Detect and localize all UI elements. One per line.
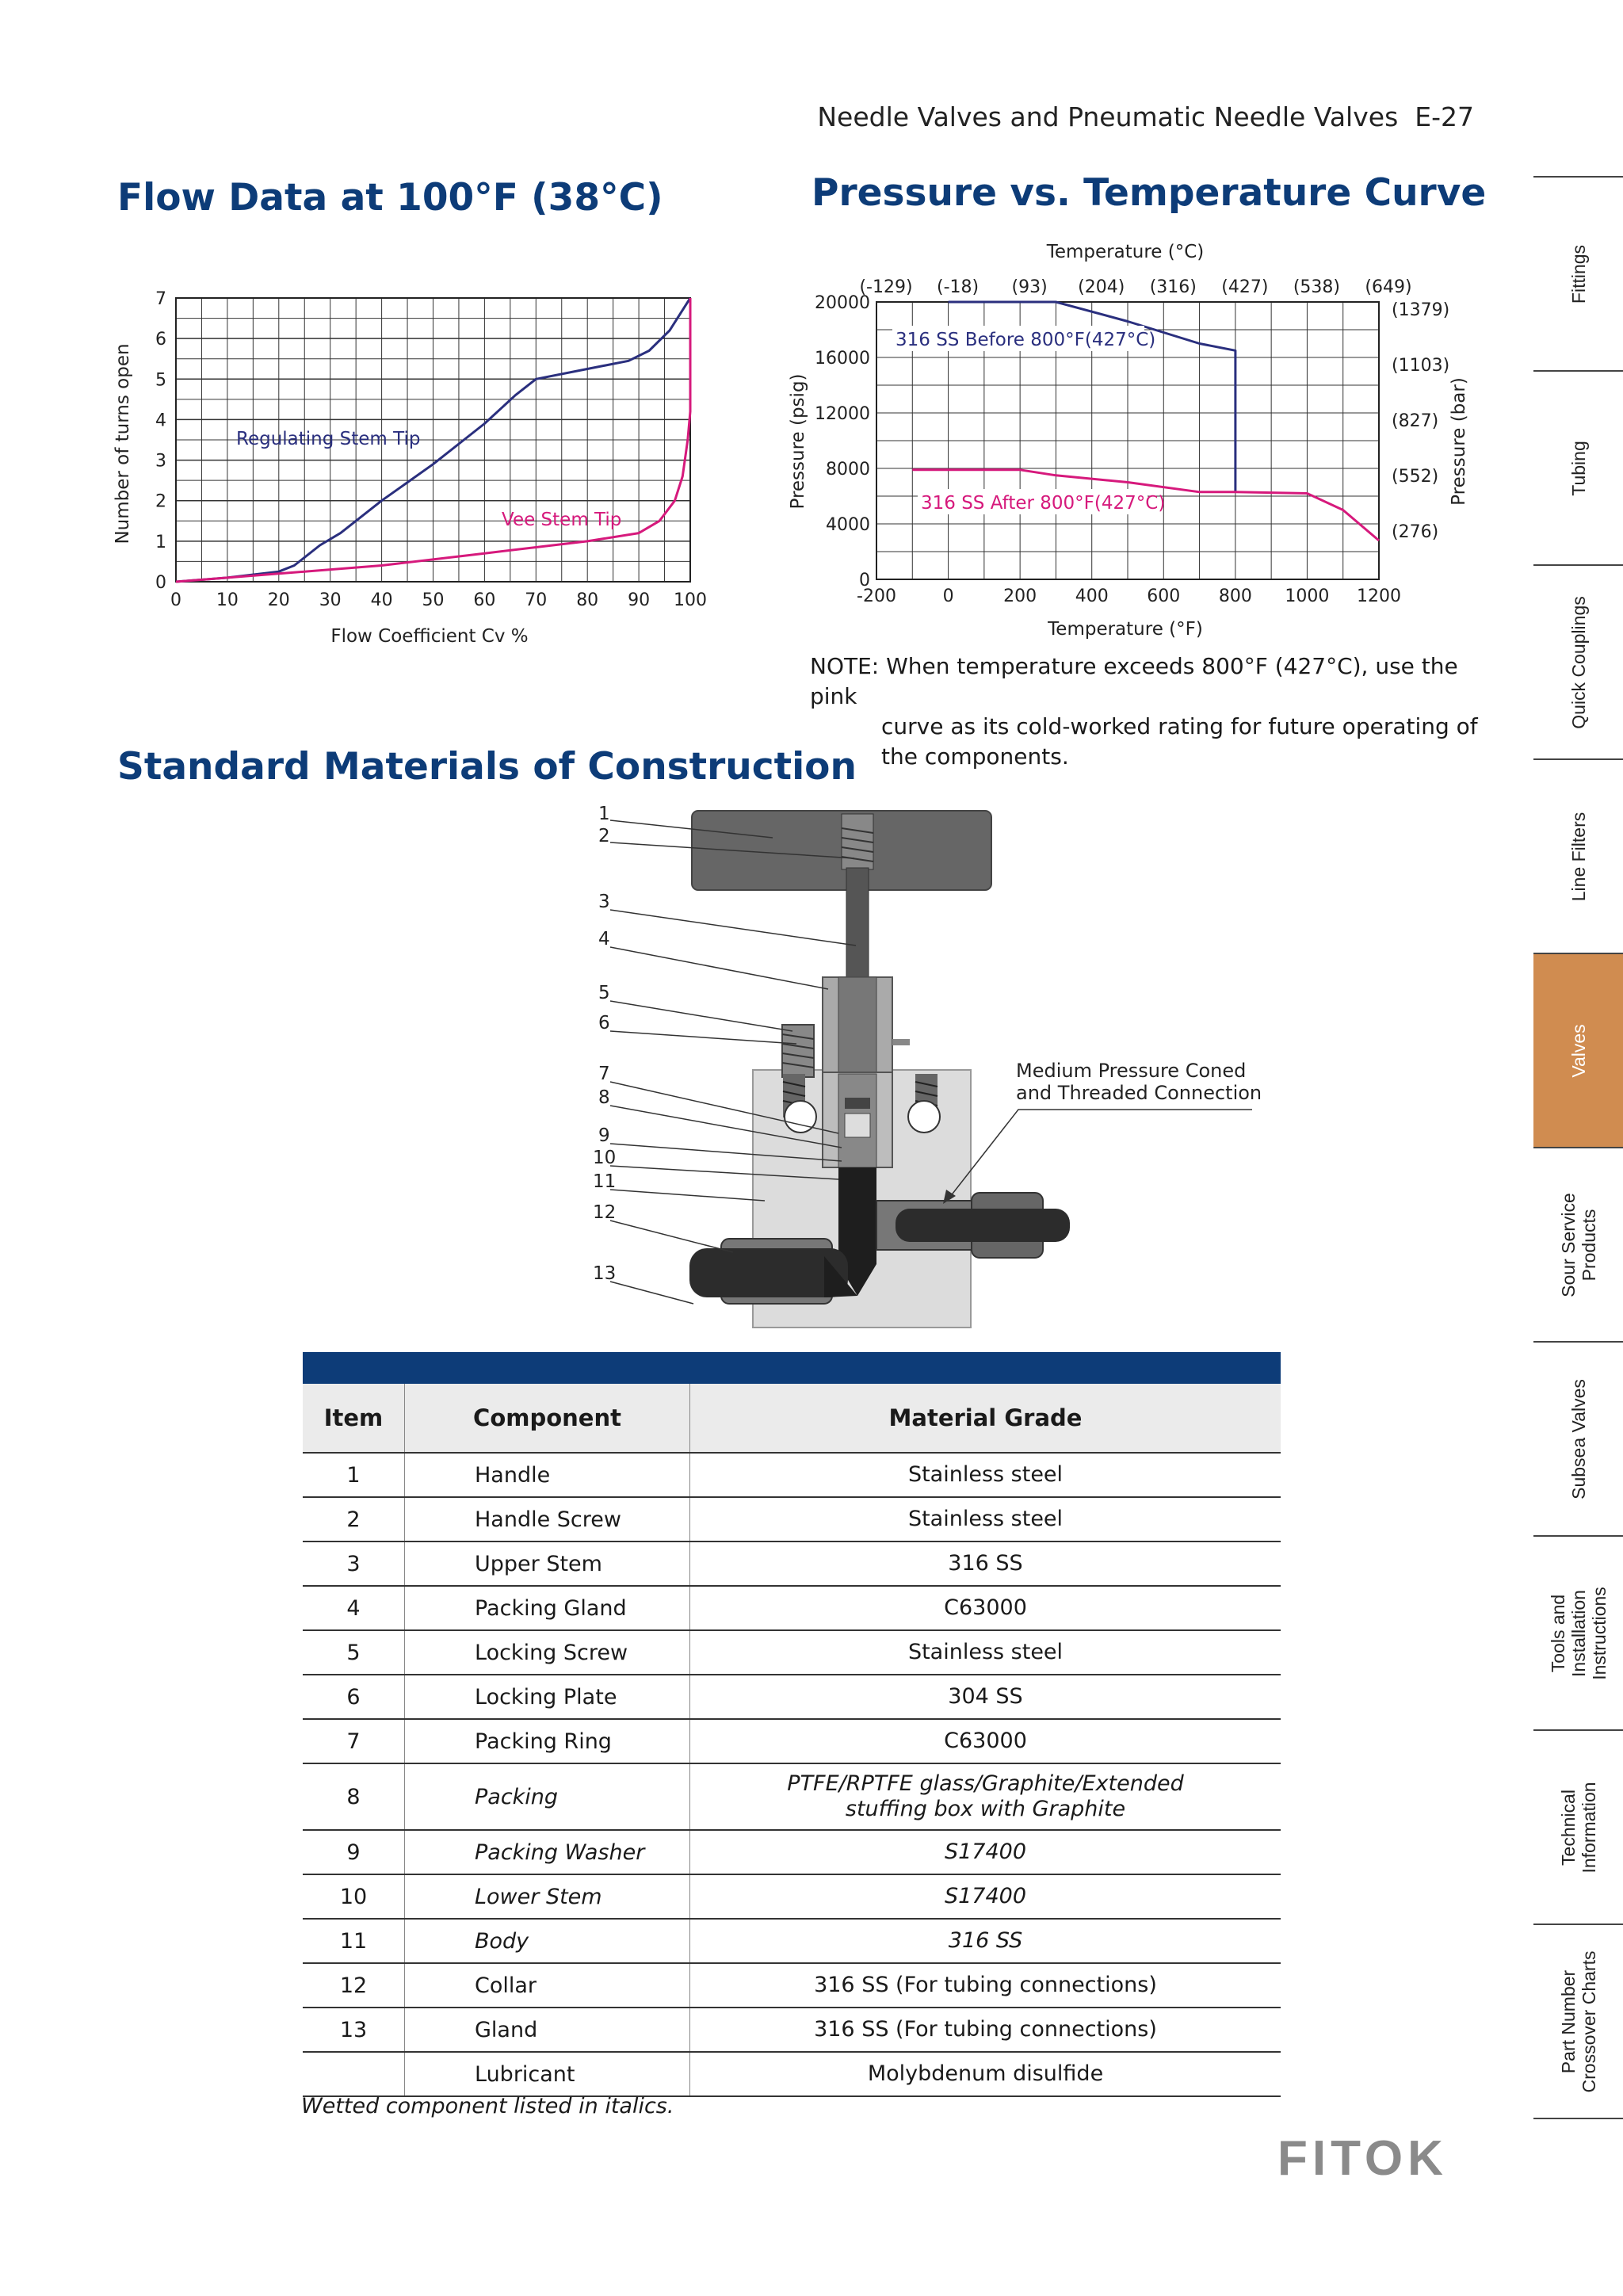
before-800-label: 316 SS Before 800°F(427°C)	[896, 330, 1156, 350]
table-row	[303, 1831, 1281, 1875]
row-material: C63000	[689, 1720, 1281, 1763]
header-item: Item	[323, 1404, 384, 1431]
header-material-grade: Material Grade	[689, 1384, 1281, 1452]
pt-x2-tick: (427)	[1221, 277, 1269, 297]
temperature-note	[810, 651, 1491, 772]
pt-y-tick: 0	[859, 571, 870, 590]
pt-x-tick: 1000	[1285, 586, 1330, 606]
row-item: 3	[346, 1551, 361, 1576]
row-component: Gland	[404, 2008, 689, 2051]
flow-x-tick: 50	[422, 590, 445, 610]
flow-x-tick: 70	[525, 590, 548, 610]
pt-y2-tick: (552)	[1392, 466, 1439, 487]
pressure-temperature-chart	[785, 234, 1482, 654]
callout-11: 11	[593, 1171, 617, 1192]
side-tab-tools-and[interactable]	[1533, 1537, 1623, 1731]
table-row	[303, 1454, 1281, 1498]
flow-x-tick: 30	[319, 590, 342, 610]
row-material: S17400	[689, 1831, 1281, 1874]
row-material: Stainless steel	[689, 1498, 1281, 1541]
side-tab-label: Tubing	[1568, 440, 1589, 496]
row-material: 316 SS	[689, 1542, 1281, 1585]
page-header	[792, 101, 1474, 132]
callout-8: 8	[598, 1087, 610, 1108]
fitok-logo: FITOK	[1277, 2131, 1448, 2186]
pt-y2-tick: (1379)	[1392, 300, 1450, 320]
pt-y2-tick: (276)	[1392, 521, 1439, 542]
table-row	[303, 1498, 1281, 1542]
table-header-row	[303, 1384, 1281, 1454]
table-header-band	[303, 1352, 1281, 1384]
row-item: 9	[346, 1839, 361, 1865]
side-tab-line-filters[interactable]	[1533, 760, 1623, 954]
flow-y-tick: 7	[155, 289, 166, 309]
row-material: 316 SS (For tubing connections)	[689, 1964, 1281, 2007]
row-component: Locking Screw	[404, 1631, 689, 1674]
row-material: C63000	[689, 1587, 1281, 1629]
connection-label-line-2: and Threaded Connection	[1016, 1082, 1262, 1104]
row-component: Packing	[404, 1764, 689, 1829]
table-row	[303, 2008, 1281, 2053]
row-component: Lubricant	[404, 2053, 689, 2095]
note-prefix: NOTE:	[810, 653, 880, 679]
row-material: 316 SS (For tubing connections)	[689, 2008, 1281, 2051]
pt-x-tick: 200	[1003, 586, 1037, 606]
table-row	[303, 1964, 1281, 2008]
valve-cross-section-diagram	[586, 797, 1268, 1343]
row-material: S17400	[689, 1875, 1281, 1918]
flow-x-tick: 60	[473, 590, 496, 610]
flow-x-axis-label: Flow Coefficient Cv %	[330, 626, 529, 647]
pt-x2-tick: (204)	[1078, 277, 1125, 297]
callout-4: 4	[598, 929, 610, 949]
row-component: Packing Gland	[404, 1587, 689, 1629]
pt-curve-title: Pressure vs. Temperature Curve	[812, 171, 1487, 215]
row-item: 5	[346, 1640, 361, 1665]
row-material: PTFE/RPTFE glass/Graphite/Extended stuffing box with Graphite	[689, 1764, 1281, 1829]
flow-x-tick: 40	[370, 590, 393, 610]
flow-y-tick: 6	[155, 330, 166, 350]
callout-10: 10	[593, 1148, 617, 1168]
callout-13: 13	[593, 1263, 617, 1284]
table-row	[303, 1631, 1281, 1675]
pt-x-tick: 600	[1147, 586, 1181, 606]
pt-x2-tick: (-18)	[937, 277, 980, 297]
header-title: Needle Valves and Pneumatic Needle Valves	[817, 101, 1399, 132]
table-row	[303, 1542, 1281, 1587]
pt-x2-tick: (649)	[1365, 277, 1412, 297]
note-line-1: When temperature exceeds 800°F (427°C), use the pink	[810, 653, 1458, 709]
pt-x2-tick: (538)	[1293, 277, 1341, 297]
flow-x-tick: 80	[576, 590, 599, 610]
pt-y2-tick: (827)	[1392, 411, 1439, 431]
callout-1: 1	[598, 804, 610, 824]
row-item: 7	[346, 1729, 361, 1754]
callout-3: 3	[598, 892, 610, 912]
side-tab-label: Part Number Crossover Charts	[1557, 1950, 1599, 2092]
regulating-stem-label: Regulating Stem Tip	[236, 429, 421, 449]
flow-x-tick: 90	[628, 590, 651, 610]
pt-y-tick: 20000	[815, 293, 870, 313]
pt-y-axis-label: Pressure (psig)	[788, 373, 808, 510]
side-tab-label: Sour Service Products	[1557, 1192, 1599, 1297]
row-component: Handle	[404, 1454, 689, 1496]
callout-5: 5	[598, 983, 610, 1003]
table-row	[303, 1587, 1281, 1631]
row-component: Body	[404, 1920, 689, 1962]
after-800-label: 316 SS After 800°F(427°C)	[921, 493, 1166, 514]
side-tab-label: Quick Couplings	[1568, 595, 1589, 729]
pt-y-tick: 16000	[815, 349, 870, 369]
side-tab-label: Line Filters	[1568, 812, 1589, 901]
side-tab-quick-couplings[interactable]	[1533, 566, 1623, 760]
side-tab-tubing[interactable]	[1533, 372, 1623, 566]
flow-y-tick: 5	[155, 370, 166, 391]
flow-y-axis-label: Number of turns open	[113, 343, 133, 544]
row-component: Handle Screw	[404, 1498, 689, 1541]
pt-x2-tick: (93)	[1011, 277, 1048, 297]
side-tab-label: Fittings	[1568, 244, 1589, 304]
pt-y-tick: 8000	[826, 460, 870, 479]
row-material: 316 SS	[689, 1920, 1281, 1962]
row-item: 4	[346, 1595, 361, 1621]
row-component: Packing Ring	[404, 1720, 689, 1763]
pt-x-tick: 800	[1218, 586, 1252, 606]
note-line-2: curve as its cold-worked rating for future operating of	[881, 713, 1478, 739]
row-item: 6	[346, 1684, 361, 1710]
row-component: Lower Stem	[404, 1875, 689, 1918]
side-tab-technical[interactable]	[1533, 1731, 1623, 1925]
row-material: Molybdenum disulfide	[689, 2053, 1281, 2095]
callout-9: 9	[598, 1125, 610, 1146]
header-component: Component	[404, 1384, 689, 1452]
flow-y-tick: 3	[155, 451, 166, 472]
row-material: Stainless steel	[689, 1454, 1281, 1496]
table-row	[303, 2053, 1281, 2097]
row-item: 2	[346, 1507, 361, 1532]
pt-x-axis-label: Temperature (°F)	[1048, 619, 1203, 640]
lower-stem	[838, 1167, 876, 1264]
pt-y2-axis-label: Pressure (bar)	[1449, 377, 1469, 506]
flow-x-tick: 20	[267, 590, 290, 610]
side-tab-sour-service[interactable]	[1533, 1148, 1623, 1343]
pt-y-tick: 4000	[826, 515, 870, 535]
row-item: 13	[339, 2017, 368, 2042]
row-component: Locking Plate	[404, 1675, 689, 1718]
flow-y-tick: 1	[155, 532, 166, 552]
callout-12: 12	[593, 1202, 617, 1223]
note-line-3: the components.	[881, 743, 1069, 770]
flow-y-tick: 2	[155, 491, 166, 512]
flow-x-tick: 10	[216, 590, 239, 610]
side-tab-subsea-valves[interactable]	[1533, 1343, 1623, 1537]
flow-data-chart	[103, 277, 737, 658]
materials-title: Standard Materials of Construction	[117, 745, 857, 789]
side-tab-valves[interactable]	[1533, 954, 1623, 1148]
pt-x-tick: -200	[857, 586, 896, 606]
table-row	[303, 1920, 1281, 1964]
row-component: Packing Washer	[404, 1831, 689, 1874]
pt-x-tick: 1200	[1357, 586, 1401, 606]
row-component: Upper Stem	[404, 1542, 689, 1585]
wetted-footnote: Wetted component listed in italics.	[301, 2094, 674, 2118]
table-row	[303, 1875, 1281, 1920]
callout-2: 2	[598, 826, 610, 846]
side-tab-fittings[interactable]	[1533, 178, 1623, 372]
side-tab-label: Tools and Installation Instructions	[1547, 1586, 1610, 1680]
table-row	[303, 1720, 1281, 1764]
table-body	[303, 1454, 1281, 2097]
row-component: Collar	[404, 1964, 689, 2007]
flow-y-tick: 4	[155, 411, 166, 431]
pt-x-tick: 0	[942, 586, 954, 606]
row-material: 304 SS	[689, 1675, 1281, 1718]
pt-x2-tick: (316)	[1149, 277, 1197, 297]
pt-x2-axis-label: Temperature (°C)	[1046, 242, 1205, 262]
pt-y-tick: 12000	[815, 404, 870, 424]
side-tab-part-number[interactable]	[1533, 1925, 1623, 2119]
row-item: 8	[346, 1784, 361, 1809]
table-row	[303, 1675, 1281, 1720]
table-row	[303, 1764, 1281, 1831]
pt-x-tick: 400	[1075, 586, 1109, 606]
side-tab-label: Subsea Valves	[1568, 1378, 1589, 1499]
side-navigation-tabs	[1533, 176, 1623, 2119]
connection-label-line-1: Medium Pressure Coned	[1016, 1060, 1247, 1082]
row-item: 12	[339, 1973, 368, 1998]
row-item: 11	[339, 1928, 368, 1954]
page-number: E-27	[1415, 101, 1474, 132]
flow-x-tick: 100	[674, 590, 707, 610]
callout-6: 6	[598, 1013, 610, 1033]
vee-stem-label: Vee Stem Tip	[502, 510, 622, 530]
flow-data-title: Flow Data at 100°F (38°C)	[117, 176, 663, 220]
row-item: 1	[346, 1462, 361, 1488]
side-tab-label: Technical Information	[1557, 1781, 1599, 1874]
side-tab-label: Valves	[1568, 1023, 1589, 1078]
row-item: 10	[339, 1884, 368, 1909]
pt-y2-tick: (1103)	[1392, 355, 1450, 376]
materials-table	[303, 1352, 1281, 2097]
flow-y-tick: 0	[155, 573, 166, 593]
callout-7: 7	[598, 1064, 610, 1084]
flow-x-tick: 0	[170, 590, 181, 610]
pt-x2-tick: (-129)	[859, 277, 913, 297]
row-material: Stainless steel	[689, 1631, 1281, 1674]
